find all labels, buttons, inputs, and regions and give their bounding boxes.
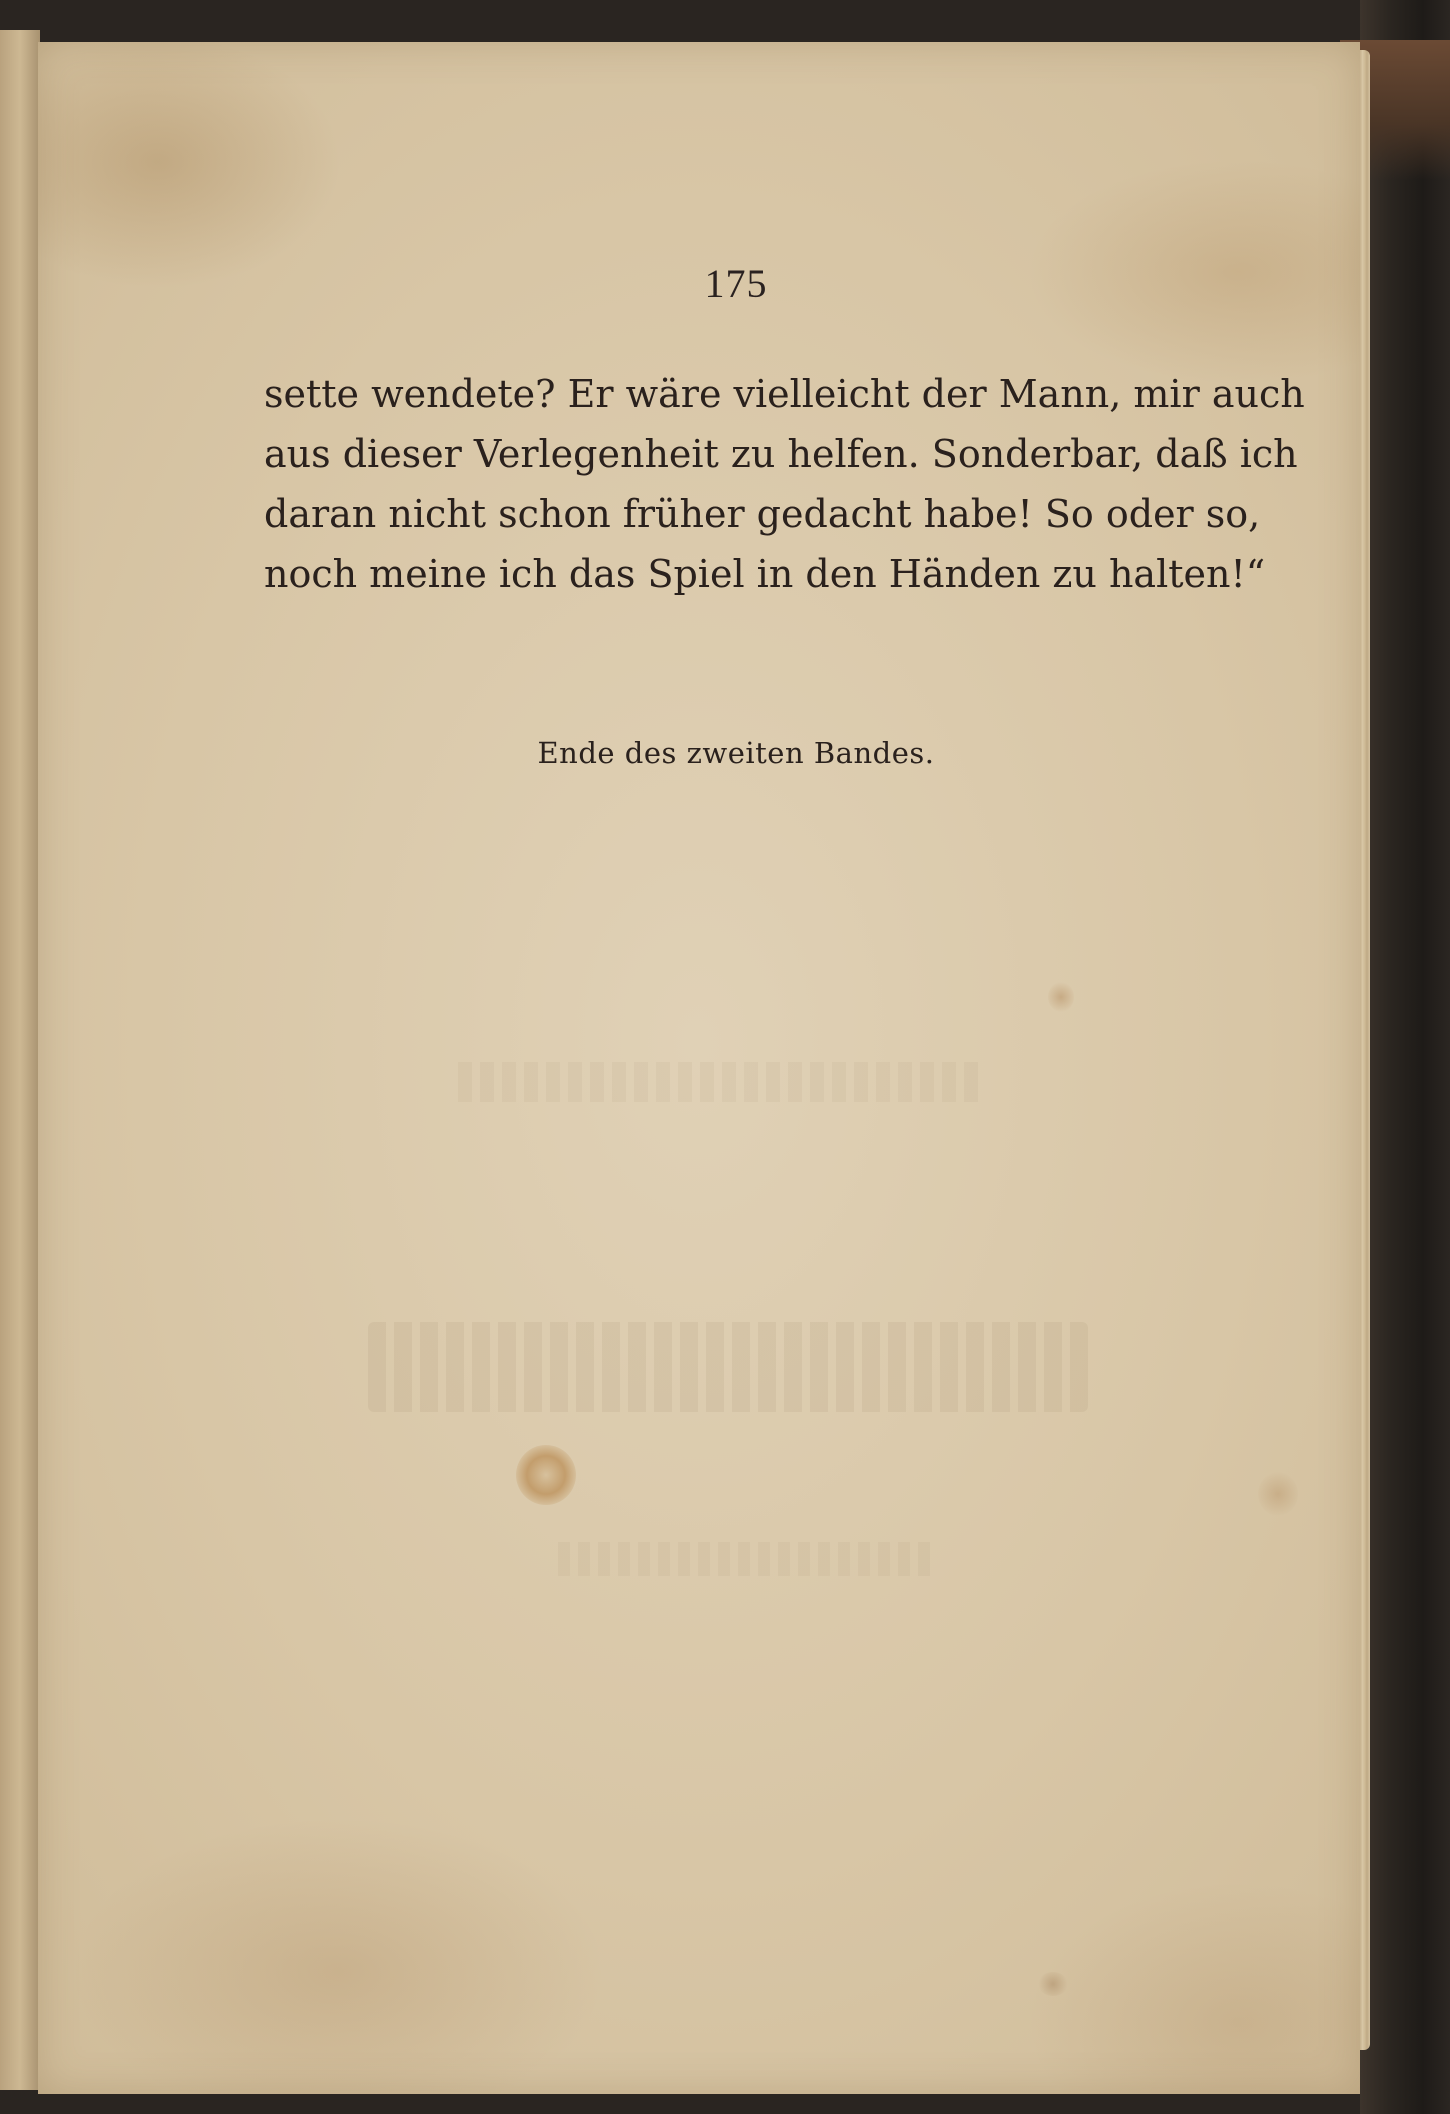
- show-through-text: [368, 1322, 1088, 1412]
- foxing-stain: [1258, 1472, 1298, 1516]
- show-through-text: [458, 1062, 978, 1102]
- text-line: noch meine ich das Spiel in den Händen zu halten!“: [264, 552, 1266, 596]
- end-of-volume-note: Ende des zweiten Bandes.: [537, 736, 935, 770]
- foxing-stain: [1038, 1972, 1068, 1996]
- foxing-stain: [1048, 982, 1074, 1012]
- body-paragraph: [264, 364, 1305, 604]
- page-number: 175: [704, 261, 768, 306]
- gutter-strip: [0, 30, 40, 2090]
- show-through-text: [558, 1542, 938, 1576]
- text-line: daran nicht schon früher gedacht habe! So oder so,: [264, 492, 1261, 536]
- text-line: sette wendete? Er wäre vielleicht der Mann, mir auch: [264, 372, 1305, 416]
- book-page: [38, 42, 1360, 2094]
- text-line: aus dieser Verlegenheit zu helfen. Sonderbar, daß ich: [264, 432, 1298, 476]
- foxing-stain: [516, 1445, 576, 1505]
- book-cover: [1360, 0, 1450, 2114]
